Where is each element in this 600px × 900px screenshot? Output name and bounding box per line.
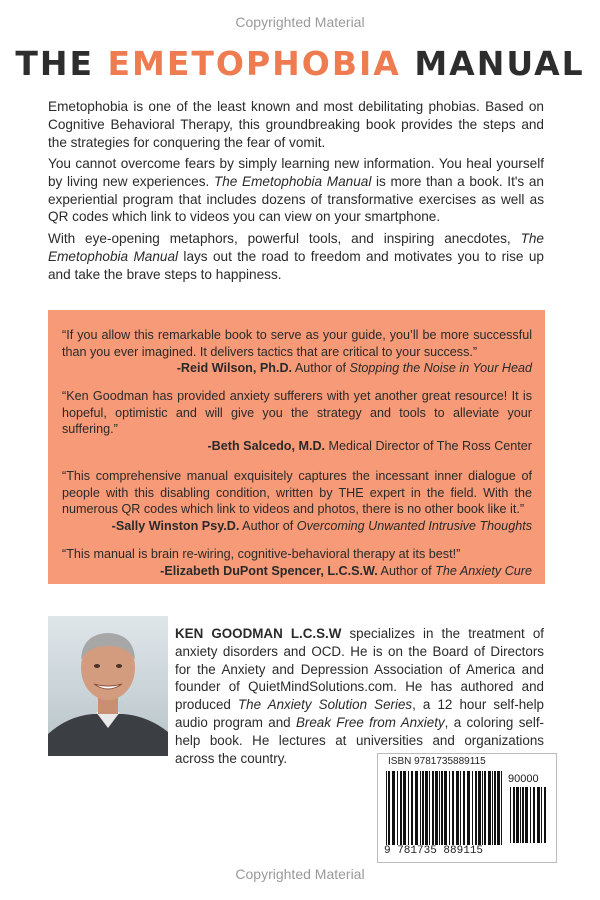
intro-paragraph-1: Emetophobia is one of the least known and most debilitating phobias. Based on Cognitive Behavioral Therapy, this groundbreaking book provides the steps and the strategies for conquering the fear of vomit. (48, 99, 544, 150)
endorsement-3-work: Overcoming Unwanted Intrusive Thoughts (296, 518, 532, 533)
title-part-1: THE (15, 44, 108, 83)
endorsement-4-role: Author of (377, 563, 436, 578)
endorsement-3-text: “This comprehensive manual exquisitely captures the incessant inner dialogue of people with this disabling condition, written by THE expert in the field. With the numerous QR codes which link to videos and photos, there is no other book like it.” (62, 469, 532, 517)
bio-text-3: , a coloring self-help book. He lectures at universities and organizations across the country. (175, 714, 544, 766)
bio-text-2: , a 12 hour self-help audio program and (175, 697, 545, 730)
intro-paragraph-3 (48, 230, 544, 283)
barcode-bars-icon (386, 771, 506, 847)
endorsement-3 (62, 468, 532, 534)
bio-work-2: Break Free from Anxiety (295, 714, 445, 730)
endorsement-2-text: “Ken Goodman has provided anxiety sufferers with yet another great resource! It is hopeful, optimistic and will give you the strategy and tools to alleviate your suffering.” (62, 389, 532, 437)
endorsement-4-attribution (62, 563, 532, 580)
endorsements-box (48, 310, 545, 584)
endorsement-1 (62, 327, 532, 377)
endorsement-1-attribution (62, 360, 532, 377)
addon-barcode-bars-icon (510, 787, 550, 845)
title-part-2: MANUAL (400, 44, 585, 83)
p2-text-b: is more than a book. It's an experiential program that includes dozens of transformative exercises as well as QR codes which link to videos you can view on your smartphone. (48, 173, 544, 225)
price-code: 90000 (508, 773, 539, 785)
author-name: KEN GOODMAN L.C.S.W (175, 626, 342, 641)
bio-work-1: The Anxiety Solution Series (237, 697, 413, 713)
endorsement-4-text: “This manual is brain re-wiring, cognitive-behavioral therapy at its best!” (62, 547, 461, 561)
endorsement-2-role: Medical Director of The Ross Center (325, 438, 532, 453)
copyright-watermark-bottom: Copyrighted Material (235, 866, 365, 882)
p2-text-a: You cannot overcome fears by simply learning new information. You heal yourself by living new experiences. (48, 156, 544, 189)
endorsement-2 (62, 388, 532, 454)
book-title (0, 44, 600, 83)
bio-text-1: specializes in the treatment of anxiety disorders and OCD. He is on the Board of Directors for the Anxiety and Depression Association of America and founder of QuietMindSolutions.com. He has authored and produced (175, 626, 544, 713)
intro-paragraph-2 (48, 155, 544, 226)
endorsement-3-attribution (62, 518, 532, 535)
isbn-label: ISBN 9781735889115 (388, 756, 486, 767)
p3-text-a: With eye-opening metaphors, powerful tools, and inspiring anecdotes, (48, 231, 521, 246)
author-portrait-icon (48, 616, 168, 756)
endorsement-2-name: -Beth Salcedo, M.D. (207, 438, 326, 453)
endorsement-1-work: Stopping the Noise in Your Head (349, 361, 532, 376)
endorsement-3-role: Author of (239, 518, 297, 533)
endorsement-4 (62, 546, 532, 579)
title-accent: EMETOPHOBIA (107, 44, 401, 83)
endorsement-3-name: -Sally Winston Psy.D. (111, 518, 240, 533)
endorsement-4-work: The Anxiety Cure (435, 563, 532, 578)
p3-book-title: The Emetophobia Manual (48, 231, 544, 264)
endorsement-2-attribution (62, 438, 532, 455)
endorsement-1-text: “If you allow this remarkable book to serve as your guide, you’ll be more successful than you ever imagined. It delivers tactics that are critical to your success.” (62, 328, 532, 359)
author-bio (175, 625, 544, 767)
endorsement-4-name: -Elizabeth DuPont Spencer, L.C.S.W. (160, 563, 378, 578)
copyright-watermark-top: Copyrighted Material (235, 14, 365, 30)
p2-book-title: The Emetophobia Manual (213, 173, 372, 189)
endorsement-1-name: -Reid Wilson, Ph.D. (176, 361, 293, 376)
p3-text-b: lays out the road to freedom and motivates you to rise up and take the brave steps to happiness. (48, 248, 544, 282)
isbn-barcode (377, 753, 557, 863)
endorsement-1-role: Author of (292, 361, 350, 376)
barcode-digits: 9 781735 889115 (384, 845, 484, 857)
author-photo (48, 616, 168, 756)
